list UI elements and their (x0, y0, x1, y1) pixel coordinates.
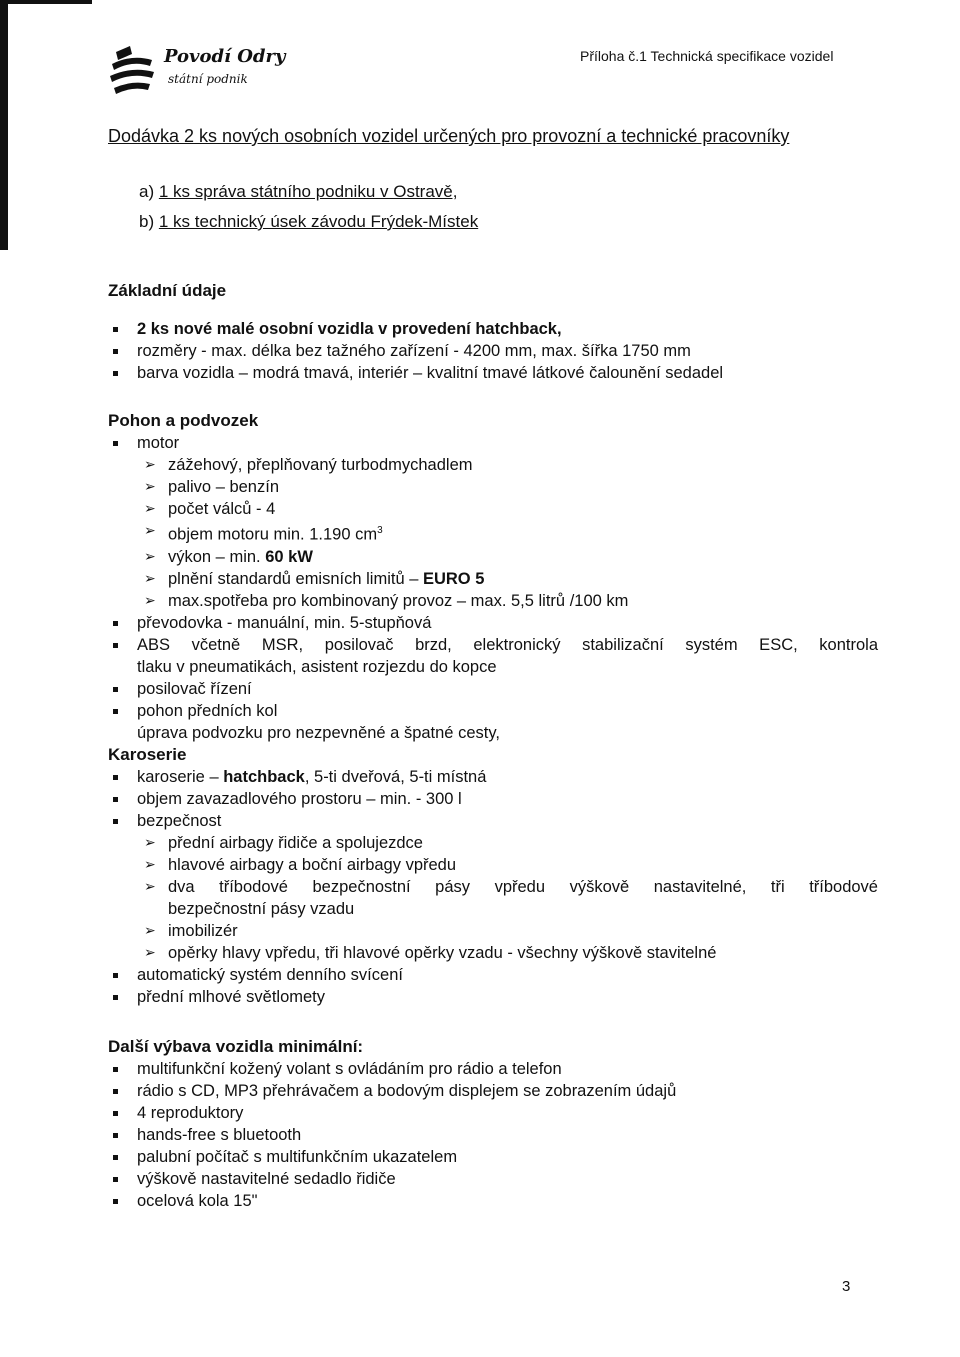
document-title: Dodávka 2 ks nových osobních vozidel určených pro provozní a technické pracovníky (108, 126, 790, 146)
recipient-b-text: 1 ks technický úsek závodu Frýdek-Místek (158, 212, 479, 231)
sub-item: ➢ max.spotřeba pro kombinovaný provoz – max. 5,5 litrů /100 km (108, 590, 878, 612)
list-item-fog-lights: přední mlhové světlomety (108, 986, 878, 1008)
recipient-a-text: 1 ks správa státního podniku v Ostravě, (158, 182, 458, 201)
recipient-b (139, 212, 478, 232)
engine-volume-text: objem motoru min. 1.190 cm (168, 525, 378, 544)
section-heading-drive: Pohon a podvozek (108, 411, 259, 430)
list-item-gearbox: převodovka - manuální, min. 5-stupňová (108, 612, 878, 634)
power-text: výkon – min. (168, 547, 266, 566)
engine-volume-exponent: 3 (377, 525, 383, 536)
body-suffix: , 5-ti dveřová, 5-ti místná (304, 767, 487, 786)
sub-item: ➢ dva tříbodové bezpečnostní pásy vpředu výškově nastavitelné, tři tříbodové (108, 876, 878, 898)
list-item-abs: ABS včetně MSR, posilovač brzd, elektronický stabilizační systém ESC, kontrola (108, 634, 878, 656)
sub-item-emissions (108, 568, 878, 590)
list-item: palubní počítač s multifunkčním ukazatelem (108, 1146, 878, 1168)
power-value: 60 kW (265, 547, 313, 566)
list-item: výškově nastavitelné sedadlo řidiče (108, 1168, 878, 1190)
list-item-trunk: objem zavazadlového prostoru – min. - 300 l (108, 788, 878, 810)
sub-item: ➢ palivo – benzín (108, 476, 878, 498)
list-item: multifunkční kožený volant s ovládáním pro rádio a telefon (108, 1058, 878, 1080)
recipient-b-prefix: b) (139, 212, 155, 231)
list-item-daylights: automatický systém denního svícení (108, 964, 878, 986)
emissions-text: plnění standardů emisních limitů – (168, 569, 423, 588)
suspension-note: úprava podvozku pro nezpevněné a špatné cesty, (137, 723, 500, 742)
body-type: hatchback (223, 767, 305, 786)
sub-item-engine-volume (108, 520, 878, 546)
list-item-abs-continued: tlaku v pneumatikách, asistent rozjezdu do kopce (137, 657, 497, 676)
scan-edge (0, 0, 8, 250)
company-logo (106, 42, 306, 102)
section-heading-body: Karoserie (108, 744, 187, 764)
list-item-motor: motor (108, 432, 878, 454)
list-item: 4 reproduktory (108, 1102, 878, 1124)
list-item: rádio s CD, MP3 přehrávačem a bodovým displejem se zobrazením údajů (108, 1080, 878, 1102)
logo-subtitle: státní podnik (168, 72, 248, 86)
emissions-value: EURO 5 (422, 569, 485, 588)
scan-mark (0, 0, 92, 4)
section-heading-extra: Další výbava vozidla minimální: (108, 1036, 364, 1056)
recipient-a-prefix: a) (139, 182, 155, 201)
list-item-safety: bezpečnost (108, 810, 878, 832)
list-item: barva vozidla – modrá tmavá, interiér – kvalitní tmavé látkové čalounění sedadel (108, 362, 878, 384)
sub-item-continued: bezpečnostní pásy vzadu (168, 899, 355, 918)
sub-item: ➢ hlavové airbagy a boční airbagy vpředu (108, 854, 878, 876)
sub-item: ➢ opěrky hlavy vpředu, tři hlavové opěrky vzadu - všechny výškově stavitelné (108, 942, 878, 964)
logo-name: Povodí Odry (164, 46, 286, 67)
list-item: ocelová kola 15" (108, 1190, 878, 1212)
list-item-front-drive: pohon předních kol (108, 700, 878, 722)
sub-item: ➢ zážehový, přeplňovaný turbodmychadlem (108, 454, 878, 476)
list-item: hands-free s bluetooth (108, 1124, 878, 1146)
recipient-a (139, 182, 457, 202)
sub-item: ➢ přední airbagy řidiče a spolujezdce (108, 832, 878, 854)
sub-item: ➢ imobilizér (108, 920, 878, 942)
annex-label: Příloha č.1 Technická specifikace vozidel (580, 48, 834, 64)
section-heading-basic: Základní údaje (108, 281, 227, 300)
list-item-steering: posilovač řízení (108, 678, 878, 700)
list-item-body (108, 766, 878, 788)
sub-item-power (108, 546, 878, 568)
page-number: 3 (842, 1278, 851, 1295)
list-item: rozměry - max. délka bez tažného zařízení - 4200 mm, max. šířka 1750 mm (108, 340, 878, 362)
body-prefix: karoserie – (137, 767, 224, 786)
list-item: 2 ks nové malé osobní vozidla v provedení hatchback, (108, 318, 878, 340)
logo-emblem-icon (106, 44, 158, 94)
sub-item: ➢ počet válců - 4 (108, 498, 878, 520)
specification-content (108, 280, 878, 1212)
